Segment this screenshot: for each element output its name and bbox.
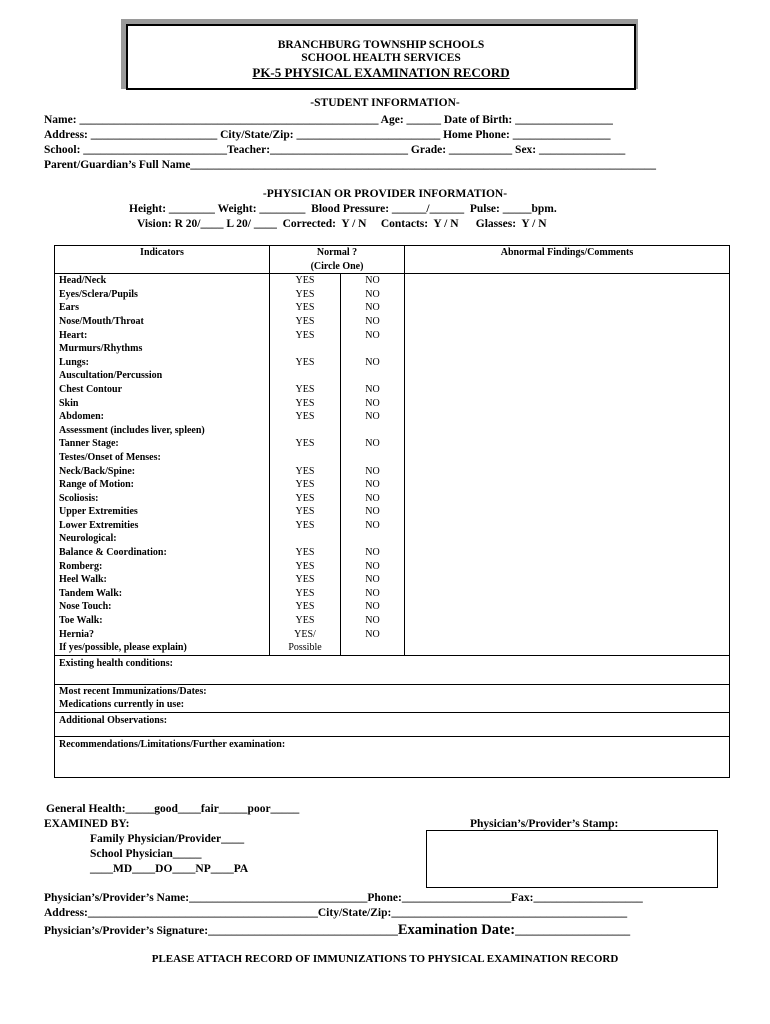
yes-option: YES xyxy=(270,614,341,628)
comment-cell[interactable] xyxy=(405,465,730,479)
table-row xyxy=(55,600,730,614)
comment-cell[interactable] xyxy=(405,532,730,546)
comment-cell[interactable] xyxy=(405,641,730,655)
table-row xyxy=(55,451,730,465)
yes-option xyxy=(270,532,341,546)
yes-option: YES xyxy=(270,274,341,288)
exam-date-blank: ____________________ xyxy=(515,925,631,937)
no-option xyxy=(341,424,405,438)
table-row xyxy=(55,274,730,288)
indicator-label: Heart: xyxy=(55,329,270,343)
student-address-row: Address: ______________________ City/State/Zip: _________________________ Home Phone: _________________ xyxy=(44,129,611,141)
no-option xyxy=(341,342,405,356)
indicator-label: If yes/possible, please explain) xyxy=(55,641,270,655)
yes-option: YES xyxy=(270,505,341,519)
provider-name-line: Physician’s/Provider’s Name:_______________________________Phone:___________________Fax:___________________ xyxy=(44,892,643,904)
comment-cell[interactable] xyxy=(405,451,730,465)
indicators-header: Indicators xyxy=(55,246,270,274)
normal-header-line2: (Circle One) xyxy=(310,260,364,272)
additional-observations-field[interactable]: Additional Observations: xyxy=(55,713,730,737)
form-title: PK-5 PHYSICAL EXAMINATION RECORD xyxy=(252,65,510,80)
stamp-box[interactable] xyxy=(426,830,718,888)
student-school-row: School: _________________________Teacher:________________________ Grade: ___________ Sex: _______________ xyxy=(44,144,626,156)
table-row xyxy=(55,505,730,519)
table-row xyxy=(55,713,730,737)
comment-cell[interactable] xyxy=(405,397,730,411)
table-row xyxy=(55,737,730,778)
no-option: NO xyxy=(341,356,405,370)
indicator-label: Scoliosis: xyxy=(55,492,270,506)
student-info-heading: -STUDENT INFORMATION- xyxy=(310,97,460,109)
examined-by-label: EXAMINED BY: xyxy=(44,818,130,830)
physician-info-heading: -PHYSICIAN OR PROVIDER INFORMATION- xyxy=(262,188,508,200)
no-option: NO xyxy=(341,397,405,411)
yes-option: Possible xyxy=(270,641,341,655)
indicator-label: Ears xyxy=(55,301,270,315)
yes-option: YES xyxy=(270,560,341,574)
student-name-row: Name: ____________________________________________________ Age: ______ Date of Birth: _________________ xyxy=(44,114,613,126)
yes-option: YES xyxy=(270,437,341,451)
yes-option: YES xyxy=(270,600,341,614)
comment-cell[interactable] xyxy=(405,383,730,397)
table-row xyxy=(55,641,730,655)
yes-option: YES xyxy=(270,315,341,329)
no-option: NO xyxy=(341,614,405,628)
yes-option: YES xyxy=(270,465,341,479)
normal-header xyxy=(270,246,405,274)
table-row xyxy=(55,614,730,628)
footer-note: PLEASE ATTACH RECORD OF IMMUNIZATIONS TO PHYSICAL EXAMINATION RECORD xyxy=(151,953,619,965)
comment-cell[interactable] xyxy=(405,437,730,451)
comment-cell[interactable] xyxy=(405,315,730,329)
vitals-row: Height: ________ Weight: ________ Blood Pressure: ______/______ Pulse: _____bpm. xyxy=(129,203,557,215)
school-physician-line: School Physician_____ xyxy=(90,848,202,860)
indicator-label: Romberg: xyxy=(55,560,270,574)
no-option: NO xyxy=(341,288,405,302)
recommendations-field[interactable]: Recommendations/Limitations/Further examination: xyxy=(55,737,730,778)
table-row xyxy=(55,684,730,712)
exam-table xyxy=(54,245,730,778)
table-row xyxy=(55,342,730,356)
indicator-label: Lungs: xyxy=(55,356,270,370)
no-option xyxy=(341,451,405,465)
comment-cell[interactable] xyxy=(405,546,730,560)
indicator-label: Hernia? xyxy=(55,628,270,642)
comment-cell[interactable] xyxy=(405,600,730,614)
yes-option xyxy=(270,369,341,383)
provider-signature-line xyxy=(44,923,630,938)
signature-label: Physician’s/Provider’s Signature:_________________________________ xyxy=(44,925,398,937)
yes-option: YES xyxy=(270,356,341,370)
comment-cell[interactable] xyxy=(405,628,730,642)
table-row xyxy=(55,519,730,533)
immunizations-medications-field[interactable] xyxy=(55,684,730,712)
no-option xyxy=(341,532,405,546)
no-option: NO xyxy=(341,410,405,424)
indicator-label: Skin xyxy=(55,397,270,411)
normal-header-line1: Normal ? xyxy=(316,247,358,258)
indicator-label: Lower Extremities xyxy=(55,519,270,533)
table-row xyxy=(55,546,730,560)
comment-cell[interactable] xyxy=(405,492,730,506)
indicator-label: Tanner Stage: xyxy=(55,437,270,451)
comment-cell[interactable] xyxy=(405,478,730,492)
comment-cell[interactable] xyxy=(405,342,730,356)
table-row xyxy=(55,369,730,383)
indicator-label: Chest Contour xyxy=(55,383,270,397)
indicator-label: Heel Walk: xyxy=(55,573,270,587)
comment-cell[interactable] xyxy=(405,560,730,574)
yes-option: YES xyxy=(270,492,341,506)
yes-option xyxy=(270,342,341,356)
table-row xyxy=(55,329,730,343)
no-option: NO xyxy=(341,560,405,574)
stamp-label: Physician’s/Provider’s Stamp: xyxy=(470,818,619,830)
yes-option: YES xyxy=(270,573,341,587)
indicator-label: Testes/Onset of Menses: xyxy=(55,451,270,465)
general-health-line: General Health:_____good____fair_____poor_____ xyxy=(46,803,300,815)
yes-option: YES xyxy=(270,397,341,411)
indicator-label: Neck/Back/Spine: xyxy=(55,465,270,479)
table-row xyxy=(55,424,730,438)
comment-cell[interactable] xyxy=(405,356,730,370)
no-option: NO xyxy=(341,301,405,315)
provider-address-line: Address:________________________________________City/State/Zip:_________________________________________ xyxy=(44,907,628,919)
comment-cell[interactable] xyxy=(405,424,730,438)
guardian-row: Parent/Guardian’s Full Name_________________________________________________________________________________ xyxy=(44,159,657,171)
department-name: SCHOOL HEALTH SERVICES xyxy=(301,52,461,64)
medications-label: Medications currently in use: xyxy=(59,699,185,711)
comment-cell[interactable] xyxy=(405,519,730,533)
no-option: NO xyxy=(341,546,405,560)
table-row xyxy=(55,532,730,546)
indicator-label: Head/Neck xyxy=(55,274,270,288)
no-option: NO xyxy=(341,329,405,343)
indicator-label: Assessment (includes liver, spleen) xyxy=(55,424,270,438)
table-row xyxy=(55,397,730,411)
no-option: NO xyxy=(341,600,405,614)
indicator-label: Murmurs/Rhythms xyxy=(55,342,270,356)
no-option: NO xyxy=(341,492,405,506)
yes-option: YES xyxy=(270,383,341,397)
indicator-label: Neurological: xyxy=(55,532,270,546)
table-row xyxy=(55,560,730,574)
no-option: NO xyxy=(341,628,405,642)
table-row xyxy=(55,288,730,302)
table-row xyxy=(55,356,730,370)
no-option: NO xyxy=(341,573,405,587)
comment-cell[interactable] xyxy=(405,587,730,601)
indicator-label: Tandem Walk: xyxy=(55,587,270,601)
table-row xyxy=(55,492,730,506)
table-row xyxy=(55,465,730,479)
no-option: NO xyxy=(341,465,405,479)
comments-header: Abnormal Findings/Comments xyxy=(405,246,730,274)
immunizations-label: Most recent Immunizations/Dates: xyxy=(59,685,207,697)
yes-option xyxy=(270,424,341,438)
existing-conditions-field[interactable]: Existing health conditions: xyxy=(55,655,730,684)
table-row xyxy=(55,655,730,684)
no-option: NO xyxy=(341,315,405,329)
indicator-label: Nose Touch: xyxy=(55,600,270,614)
comment-cell[interactable] xyxy=(405,369,730,383)
credentials-line: ____MD____DO____NP____PA xyxy=(90,863,249,875)
table-row xyxy=(55,573,730,587)
header-box xyxy=(126,24,636,90)
no-option: NO xyxy=(341,505,405,519)
no-option: NO xyxy=(341,274,405,288)
yes-option: YES xyxy=(270,519,341,533)
indicator-label: Balance & Coordination: xyxy=(55,546,270,560)
no-option: NO xyxy=(341,519,405,533)
yes-option: YES xyxy=(270,301,341,315)
indicator-label: Upper Extremities xyxy=(55,505,270,519)
comment-cell[interactable] xyxy=(405,301,730,315)
indicator-label: Nose/Mouth/Throat xyxy=(55,315,270,329)
comment-cell[interactable] xyxy=(405,329,730,343)
no-option: NO xyxy=(341,383,405,397)
comment-cell[interactable] xyxy=(405,505,730,519)
vision-row: Vision: R 20/____ L 20/ ____ Corrected: Y / N Contacts: Y / N Glasses: Y / N xyxy=(137,218,547,230)
yes-option: YES xyxy=(270,288,341,302)
no-option: NO xyxy=(341,587,405,601)
table-row xyxy=(55,478,730,492)
table-row xyxy=(55,628,730,642)
indicator-label: Toe Walk: xyxy=(55,614,270,628)
table-row xyxy=(55,437,730,451)
indicator-label: Abdomen: xyxy=(55,410,270,424)
yes-option: YES xyxy=(270,410,341,424)
table-row xyxy=(55,301,730,315)
indicator-label: Eyes/Sclera/Pupils xyxy=(55,288,270,302)
table-row xyxy=(55,383,730,397)
comment-cell[interactable] xyxy=(405,410,730,424)
no-option xyxy=(341,641,405,655)
comment-cell[interactable] xyxy=(405,573,730,587)
no-option xyxy=(341,369,405,383)
no-option: NO xyxy=(341,478,405,492)
yes-option: YES xyxy=(270,587,341,601)
comment-cell[interactable] xyxy=(405,274,730,288)
yes-option xyxy=(270,451,341,465)
yes-option: YES xyxy=(270,478,341,492)
indicator-label: Auscultation/Percussion xyxy=(55,369,270,383)
table-row xyxy=(55,315,730,329)
exam-date-label: Examination Date: xyxy=(397,922,516,938)
family-physician-line: Family Physician/Provider____ xyxy=(90,833,245,845)
table-row xyxy=(55,587,730,601)
indicator-label: Range of Motion: xyxy=(55,478,270,492)
yes-option: YES/ xyxy=(270,628,341,642)
yes-option: YES xyxy=(270,329,341,343)
table-row xyxy=(55,410,730,424)
comment-cell[interactable] xyxy=(405,288,730,302)
comment-cell[interactable] xyxy=(405,614,730,628)
district-name: BRANCHBURG TOWNSHIP SCHOOLS xyxy=(277,39,485,51)
yes-option: YES xyxy=(270,546,341,560)
no-option: NO xyxy=(341,437,405,451)
